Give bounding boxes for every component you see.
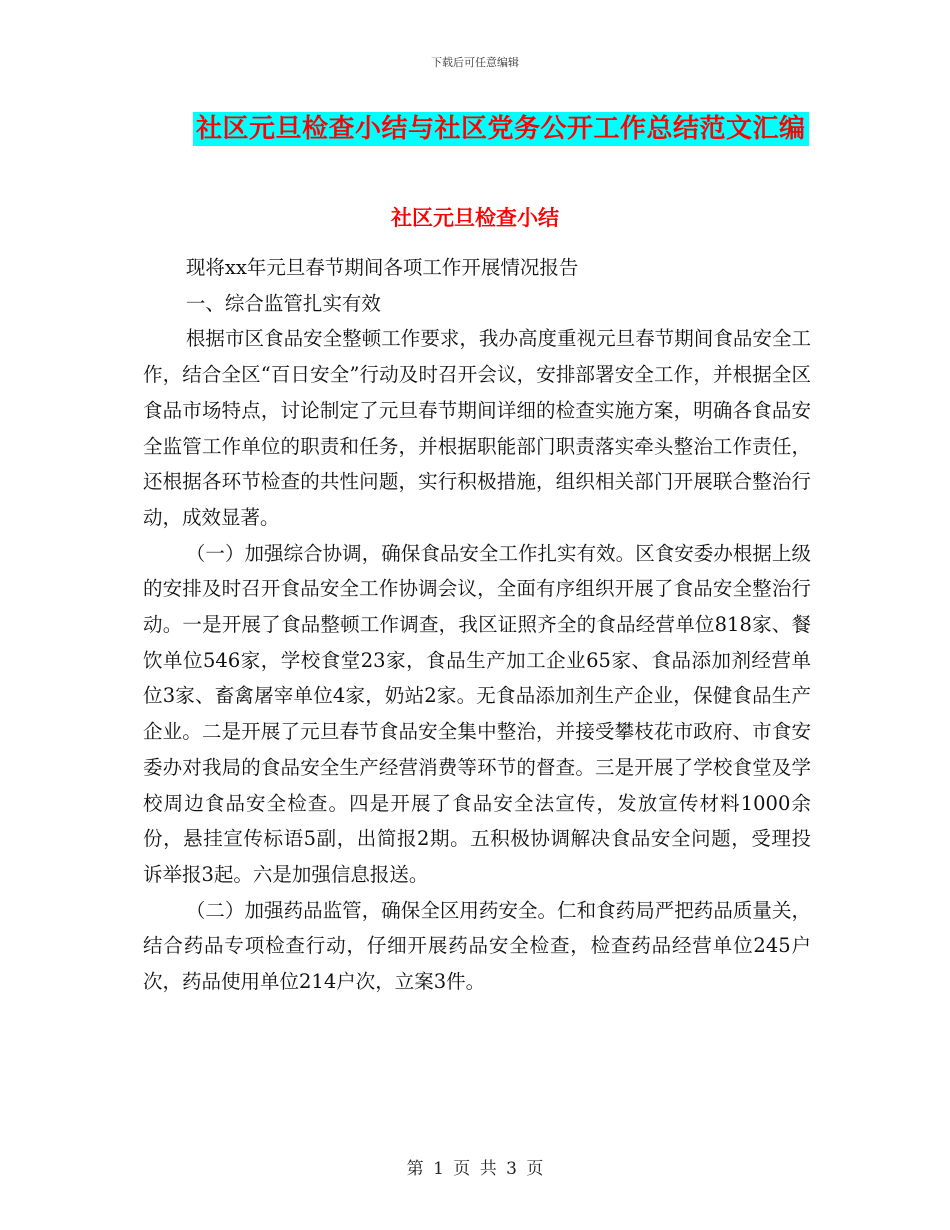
header-note: 下载后可任意编辑 <box>431 56 519 69</box>
sub-title: 社区元旦检查小结 <box>391 206 559 230</box>
paragraph: （一）加强综合协调，确保食品安全工作扎实有效。区食安委办根据上级的安排及时召开食品安全工作协调会议，全面有序组织开展了食品安全整治行动。一是开展了食品整顿工作调查，我区证照齐全的食品经营单位818家、餐饮单位546家，学校食堂23家，食品生产加工企业65家、食品添加剂经营单位3家、畜禽屠宰单位4家，奶站2家。无食品添加剂生产企业，保健食品生产企业。二是开展了元旦春节食品安全集中整治，并接受攀枝花市政府、市食安委办对我局的食品安全生产经营消费等环节的督查。三是开展了学校食堂及学校周边食品安全检查。四是开展了食品安全法宣传，发放宣传材料1000余份，悬挂宣传标语5副，出简报2期。五积极协调解决食品安全问题，受理投诉举报3起。六是加强信息报送。 <box>143 541 811 886</box>
paragraph: （二）加强药品监管，确保全区用药安全。仁和食药局严把药品质量关，结合药品专项检查行动，仔细开展药品安全检查，检查药品经营单位245户次，药品使用单位214户次，立案3件。 <box>143 898 811 994</box>
paragraph-intro: 现将xx年元旦春节期间各项工作开展情况报告 <box>185 256 579 279</box>
main-title: 社区元旦检查小结与社区党务公开工作总结范文汇编 <box>193 112 809 146</box>
page-footer: 第 1 页 共 3 页 <box>406 1159 544 1179</box>
section-heading: 一、综合监管扎实有效 <box>185 291 381 315</box>
document-body <box>143 250 811 1000</box>
main-title-container <box>193 112 809 146</box>
paragraph: 根据市区食品安全整顿工作要求，我办高度重视元旦春节期间食品安全工作，结合全区“百日安全”行动及时召开会议，安排部署安全工作，并根据全区食品市场特点，讨论制定了元旦春节期间详细的检查实施方案，明确各食品安全监管工作单位的职责和任务，并根据职能部门职责落实牵头整治工作责任，还根据各环节检查的共性问题，实行积极措施，组织相关部门开展联合整治行动，成效显著。 <box>143 327 811 529</box>
